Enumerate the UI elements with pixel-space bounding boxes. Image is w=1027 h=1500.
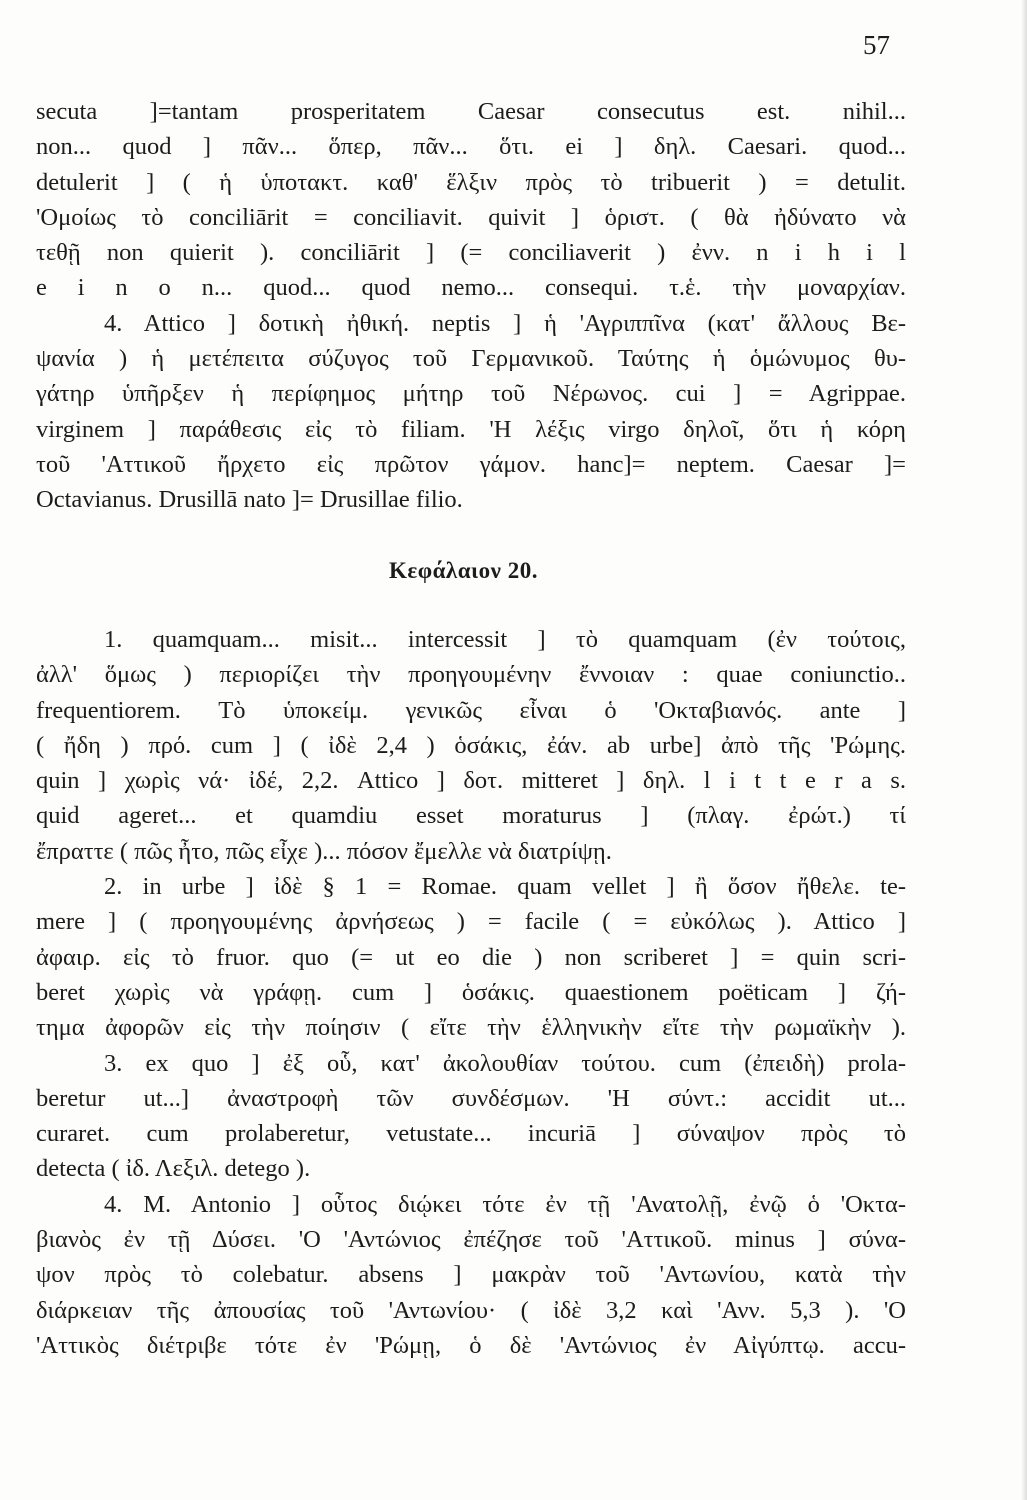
text-line: γάτηρ ὑπῆρξεν ἡ περίφημος μήτηρ τοῦ Νέρωνος. cui ] = Agrippae. (36, 380, 906, 408)
text-line: διάρκειαν τῆς ἀπουσίας τοῦ 'Αντωνίου· ( ἰδὲ 3,2 καὶ 'Ανν. 5,3 ). 'Ο (36, 1296, 906, 1324)
text-line: 'Αττικὸς διέτριβε τότε ἐν 'Ρώμῃ, ὁ δὲ 'Αντώνιος ἐν Αἰγύπτῳ. accu- (36, 1331, 906, 1359)
text-block-before-heading (36, 94, 906, 518)
text-line: τοῦ 'Αττικοῦ ἤρχετο εἰς πρῶτον γάμον. hanc]= neptem. Caesar ]= (36, 450, 906, 478)
text-line: frequentiorem. Τὸ ὑποκείμ. γενικῶς εἶναι ὁ 'Οκταβιανός. ante ] (36, 696, 906, 724)
text-line: detecta ( ἰδ. Λεξιλ. detego ). (36, 1155, 311, 1183)
text-line: ἔπραττε ( πῶς ἦτο, πῶς εἶχε )... πόσον ἔμελλε νὰ διατρίψῃ. (36, 837, 612, 865)
text-line: ἀλλ' ὅμως ) περιορίζει τὴν προηγουμένην ἔννοιαν : quae coniunctio.. (36, 661, 906, 689)
text-line: 2. in urbe ] ἰδὲ § 1 = Romae. quam vellet ] ἢ ὅσον ἤθελε. te- (104, 873, 906, 901)
page-number: 57 (863, 30, 890, 60)
text-line: beret χωρὶς νὰ γράφῃ. cum ] ὁσάκις. quaestionem poëticam ] ζή- (36, 978, 906, 1006)
text-line: quid ageret... et quamdiu esset moraturus ] (πλαγ. ἐρώτ.) τί (36, 802, 906, 830)
text-line: 4. Attico ] δοτικὴ ἠθική. neptis ] ἡ 'Αγριππῖνα (κατ' ἄλλους Βε- (104, 309, 906, 337)
page-edge-shadow (1021, 0, 1027, 1500)
text-line: mere ] ( προηγουμένης ἀρνήσεως ) = facile ( = εὐκόλως ). Attico ] (36, 908, 906, 936)
text-line: ψον πρὸς τὸ colebatur. absens ] μακρὰν τοῦ 'Αντωνίου, κατὰ τὴν (36, 1261, 906, 1289)
text-line: non... quod ] πᾶν... ὅπερ, πᾶν... ὅτι. ei ] δηλ. Caesari. quod... (36, 133, 906, 161)
text-line: e i n o n... quod... quod nemo... consequi. τ.ἑ. τὴν μοναρχίαν. (36, 274, 906, 302)
text-line: τημα ἀφορῶν εἰς τὴν ποίησιν ( εἴτε τὴν ἑλληνικὴν εἴτε τὴν ρωμαϊκὴν ). (36, 1014, 906, 1042)
text-line: quin ] χωρὶς νά· ἰδέ, 2,2. Attico ] δοτ. mitteret ] δηλ. l i t t e r a s. (36, 767, 906, 795)
text-line: curaret. cum prolaberetur, vetustate... incuriā ] σύναψον πρὸς τὸ (36, 1120, 906, 1148)
text-line: βιανὸς ἐν τῇ Δύσει. 'Ο 'Αντώνιος ἐπέζησε τοῦ 'Αττικοῦ. minus ] σύνα- (36, 1226, 906, 1254)
text-line: 4. M. Antonio ] οὗτος διῴκει τότε ἐν τῇ 'Ανατολῇ, ἐνῷ ὁ 'Οκτα- (104, 1190, 906, 1218)
text-line: secuta ]=tantam prosperitatem Caesar consecutus est. nihil... (36, 98, 906, 125)
text-line: 3. ex quo ] ἐξ οὗ, κατ' ἀκολουθίαν τούτου. cum (ἐπειδὴ) prola- (104, 1049, 906, 1077)
text-line: beretur ut...] ἀναστροφὴ τῶν συνδέσμων. 'Η σύντ.: accidit ut... (36, 1084, 906, 1112)
text-block-after-heading (36, 622, 906, 1363)
text-line: virginem ] παράθεσις εἰς τὸ filiam. 'Η λέξις virgo δηλοῖ, ὅτι ἡ κόρη (36, 415, 906, 443)
text-line: 1. quamquam... misit... intercessit ] τὸ quamquam (ἐν τούτοις, (104, 626, 906, 653)
chapter-heading: Κεφάλαιον 20. (389, 558, 538, 583)
text-line: ψανία ) ἡ μετέπειτα σύζυγος τοῦ Γερμανικοῦ. Ταύτης ἡ ὁμώνυμος θυ- (36, 345, 906, 373)
text-line: ἀφαιρ. εἰς τὸ fruor. quo (= ut eo die ) non scriberet ] = quin scri- (36, 943, 906, 971)
text-line: ( ἤδη ) πρό. cum ] ( ἰδὲ 2,4 ) ὁσάκις, ἐάν. ab urbe] ἀπὸ τῆς 'Ρώμης. (36, 731, 906, 759)
text-line: Octavianus. Drusillā nato ]= Drusillae filio. (36, 486, 463, 514)
text-line: τεθῇ non quierit ). conciliārit ] (= conciliaverit ) ἐνν. n i h i l (36, 239, 906, 267)
text-line: 'Ομοίως τὸ conciliārit = conciliavit. quivit ] ὁριστ. ( θὰ ἠδύνατο νὰ (36, 203, 906, 231)
text-line: detulerit ] ( ἡ ὑποτακτ. καθ' ἕλξιν πρὸς τὸ tribuerit ) = detulit. (36, 168, 906, 196)
